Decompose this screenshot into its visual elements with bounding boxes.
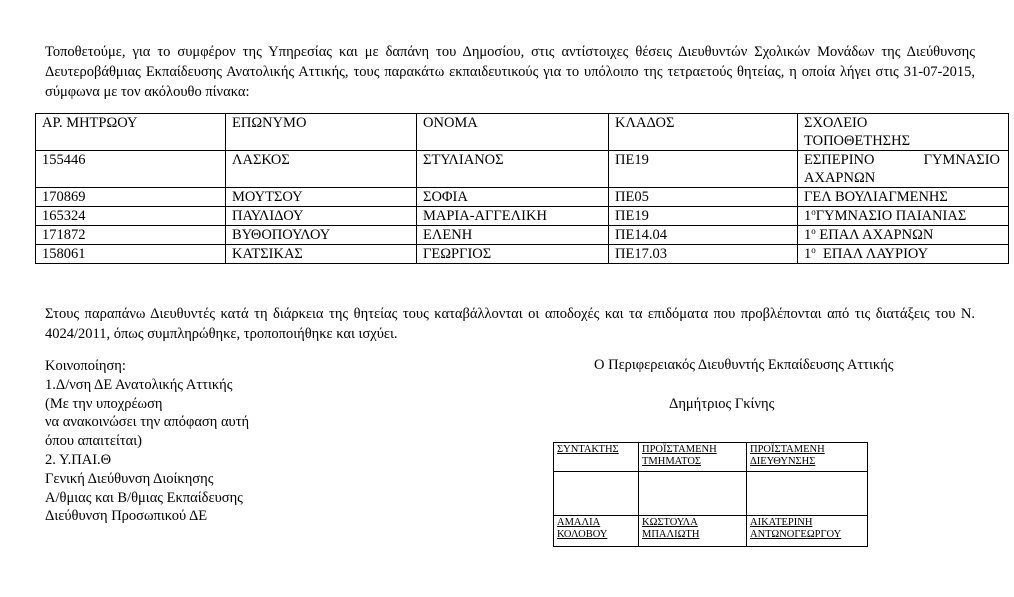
sig-header-director-text: ΠΡΟΪΣΤΑΜΕΝΗ ΔΙΕΥΘΥΝΣΗΣ (750, 444, 825, 467)
cell-am: 158061 (36, 245, 226, 264)
remuneration-paragraph: Στους παραπάνω Διευθυντές κατά τη διάρκεια της θητείας τους καταβάλλονται οι αποδοχές και τα επιδόματα που προβλέπονται από τις διατάξεις του Ν. 4024/2011, όπως συμπληρώθηκε, τροποποιήθηκε και ισχύει. (45, 306, 975, 342)
school-ordinal-suffix: ο (811, 226, 816, 236)
cell-name: ΜΑΡΙΑ-ΑΓΓΕΛΙΚΗ (417, 207, 609, 226)
school-ordinal: 1 (804, 246, 812, 262)
signature-table (553, 442, 868, 547)
cell-surname: ΜΟΥΤΣΟΥ (226, 188, 417, 207)
cell-surname: ΚΑΤΣΙΚΑΣ (226, 245, 417, 264)
table-row (36, 207, 1009, 226)
school-name: ΕΠΑΛ ΑΧΑΡΝΩΝ (815, 227, 934, 243)
sig-name-author (554, 516, 639, 547)
signatory-title: Ο Περιφερειακός Διευθυντής Εκπαίδευσης Αττικής (594, 357, 894, 373)
header-surname: ΕΠΩΝΥΜΟ (226, 114, 417, 151)
cell-am: 165324 (36, 207, 226, 226)
notification-line: Γενική Διεύθυνση Διοίκησης (45, 470, 214, 487)
school-ordinal: 1 (804, 208, 812, 224)
cell-name: ΣΟΦΙΑ (417, 188, 609, 207)
notification-line: να ανακοινώσει την απόφαση αυτή (45, 414, 250, 431)
cell-school-text: ΕΣΠΕΡΙΝΟ ΓΥΜΝΑΣΙΟ ΑΧΑΡΝΩΝ (804, 152, 1000, 186)
signature-space-row (554, 472, 868, 516)
cell-school: ΓΕΛ ΒΟΥΛΙΑΓΜΕΝΗΣ (798, 188, 1009, 207)
cell-branch: ΠΕ05 (609, 188, 798, 207)
notification-block (45, 357, 249, 526)
sig-header-director (747, 443, 868, 472)
header-branch: ΚΛΑΔΟΣ (609, 114, 798, 151)
sig-space (747, 472, 868, 516)
sig-name-dept-head (639, 516, 747, 547)
cell-surname: ΠΑΥΛΙΔΟΥ (226, 207, 417, 226)
notification-line: 2. Υ.ΠΑΙ.Θ (45, 451, 112, 468)
notification-line: (Με την υποχρέωση (45, 395, 163, 412)
signature-header-row (554, 443, 868, 472)
signature-names-row (554, 516, 868, 547)
school-ordinal-suffix: ο (811, 245, 816, 255)
sig-space (554, 472, 639, 516)
cell-surname: ΒΥΘΟΠΟΥΛΟΥ (226, 226, 417, 245)
cell-school (798, 151, 1009, 188)
sig-space (639, 472, 747, 516)
cell-surname: ΛΑΣΚΟΣ (226, 151, 417, 188)
table-row (36, 226, 1009, 245)
cell-am: 155446 (36, 151, 226, 188)
cell-branch: ΠΕ19 (609, 207, 798, 226)
sig-header-author-text: ΣΥΝΤΑΚΤΗΣ (557, 444, 619, 455)
cell-branch: ΠΕ14.04 (609, 226, 798, 245)
sig-header-dept-head (639, 443, 747, 472)
cell-school (798, 207, 1009, 226)
header-name: ΟΝΟΜΑ (417, 114, 609, 151)
sig-header-dept-head-text: ΠΡΟΪΣΤΑΜΕΝΗ ΤΜΗΜΑΤΟΣ (642, 444, 717, 467)
cell-name: ΕΛΕΝΗ (417, 226, 609, 245)
sig-name-dept-head-text: ΚΩΣΤΟΥΛΑ ΜΠΑΛΙΩΤΗ (642, 517, 700, 540)
school-name: ΓΥΜΝΑΣΙΟ ΠΑΙΑΝΙΑΣ (815, 208, 967, 224)
signatory-name: Δημήτριος Γκίνης (669, 396, 775, 412)
cell-branch: ΠΕ17.03 (609, 245, 798, 264)
notification-line: Διεύθυνση Προσωπικού ΔΕ (45, 508, 208, 525)
header-school: ΣΧΟΛΕΙΟ ΤΟΠΟΘΕΤΗΣΗΣ (798, 114, 1009, 151)
table-row (36, 188, 1009, 207)
header-am: ΑΡ. ΜΗΤΡΩΟΥ (36, 114, 226, 151)
cell-am: 170869 (36, 188, 226, 207)
intro-paragraph: Τοποθετούμε, για το συμφέρον της Υπηρεσίας και με δαπάνη του Δημοσίου, στις αντίστοιχες θέσεις Διευθυντών Σχολικών Μονάδων της Διεύθυνσης Δευτεροβάθμιας Εκπαίδευσης Ανατολικής Αττικής, τους παρακάτω εκπαιδευτικούς για το υπόλοιπο της τετραετούς θητείας, η οποία λήγει στις 31-07-2015, σύμφωνα με τον ακόλουθο πίνακα: (45, 44, 975, 100)
table-row (36, 245, 1009, 264)
sig-header-author (554, 443, 639, 472)
school-ordinal-suffix: ο (811, 207, 816, 217)
cell-school (798, 245, 1009, 264)
cell-branch: ΠΕ19 (609, 151, 798, 188)
notification-title: Κοινοποίηση: (45, 358, 126, 374)
notification-line: 1.Δ/νση ΔΕ Ανατολικής Αττικής (45, 376, 233, 393)
table-header-row (36, 114, 1009, 151)
sig-name-author-text: ΑΜΑΛΙΑ ΚΟΛΟΒΟΥ (557, 517, 608, 540)
cell-school (798, 226, 1009, 245)
cell-name: ΓΕΩΡΓΙΟΣ (417, 245, 609, 264)
sig-name-director-text: ΑΙΚΑΤΕΡΙΝΗ ΑΝΤΩΝΟΓΕΩΡΓΟΥ (750, 517, 842, 540)
notification-line: Α/θμιας και Β/θμιας Εκπαίδευσης (45, 489, 243, 506)
table-row (36, 151, 1009, 188)
cell-am: 171872 (36, 226, 226, 245)
sig-name-director (747, 516, 868, 547)
school-name: ΕΠΑΛ ΛΑΥΡΙΟΥ (815, 246, 929, 262)
cell-name: ΣΤΥΛΙΑΝΟΣ (417, 151, 609, 188)
school-ordinal: 1 (804, 227, 812, 243)
placements-table (35, 113, 1009, 264)
notification-line: όπου απαιτείται) (45, 433, 143, 450)
